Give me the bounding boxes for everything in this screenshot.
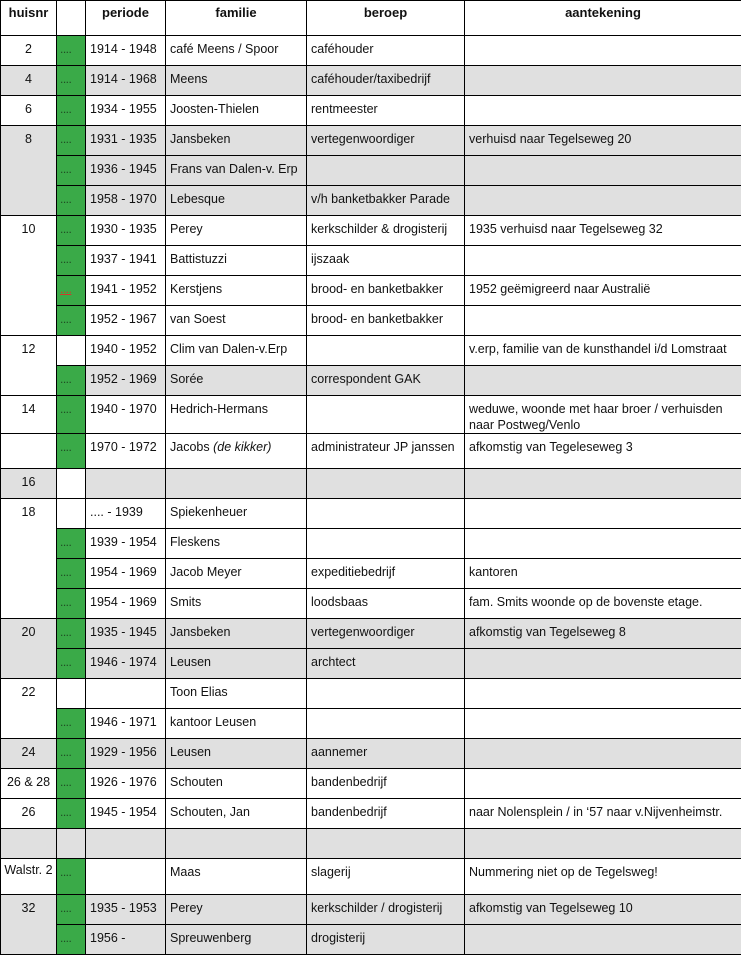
huisnr-cell: 12 <box>1 336 57 396</box>
beroep-cell: caféhouder <box>307 36 465 66</box>
periode-cell: 1930 - 1935 <box>86 216 166 246</box>
aantekening-cell <box>465 649 741 679</box>
table-row <box>1 529 741 559</box>
table-row <box>1 246 741 276</box>
status-mark-empty <box>57 469 86 499</box>
table-row <box>1 36 741 66</box>
huisnr-cell: 20 <box>1 619 57 679</box>
beroep-cell <box>307 529 465 559</box>
table-row <box>1 306 741 336</box>
familie-cell <box>166 469 307 499</box>
aantekening-cell: verhuisd naar Tegelseweg 20 <box>465 126 741 156</box>
familie-cell: Schouten, Jan <box>166 799 307 829</box>
familie-cell: van Soest <box>166 306 307 336</box>
status-mark: .... <box>57 559 86 589</box>
periode-cell: 1929 - 1956 <box>86 739 166 769</box>
periode-cell: 1940 - 1970 <box>86 396 166 434</box>
table-row <box>1 216 741 246</box>
aantekening-cell <box>465 529 741 559</box>
beroep-cell: vertegenwoordiger <box>307 619 465 649</box>
familie-cell: Schouten <box>166 769 307 799</box>
aantekening-cell <box>465 66 741 96</box>
header-mark <box>57 1 86 36</box>
table-row <box>1 336 741 366</box>
periode-cell: 1952 - 1967 <box>86 306 166 336</box>
beroep-cell: vertegenwoordiger <box>307 126 465 156</box>
huisnr-cell: 26 <box>1 799 57 829</box>
aantekening-cell: afkomstig van Tegelseweg 10 <box>465 895 741 925</box>
periode-cell: 1935 - 1945 <box>86 619 166 649</box>
header-familie: familie <box>166 1 307 36</box>
beroep-cell: slagerij <box>307 859 465 895</box>
beroep-cell: brood- en banketbakker <box>307 276 465 306</box>
status-mark: .... <box>57 925 86 955</box>
status-mark: .... <box>57 156 86 186</box>
familie-cell: Meens <box>166 66 307 96</box>
table-row <box>1 925 741 955</box>
status-mark-empty <box>57 499 86 529</box>
beroep-cell: aannemer <box>307 739 465 769</box>
beroep-cell: correspondent GAK <box>307 366 465 396</box>
huisnr-cell: 14 <box>1 396 57 434</box>
periode-cell: 1931 - 1935 <box>86 126 166 156</box>
periode-cell: 1954 - 1969 <box>86 589 166 619</box>
familie-cell: Frans van Dalen-v. Erp <box>166 156 307 186</box>
status-mark: .... <box>57 366 86 396</box>
beroep-cell: archtect <box>307 649 465 679</box>
periode-cell: 1937 - 1941 <box>86 246 166 276</box>
status-mark: .... <box>57 186 86 216</box>
periode-cell <box>86 469 166 499</box>
huisnr-cell: 16 <box>1 469 57 499</box>
familie-cell: Jacob Meyer <box>166 559 307 589</box>
familie-cell: Lebesque <box>166 186 307 216</box>
table-row <box>1 469 741 499</box>
familie-cell: Leusen <box>166 739 307 769</box>
header-beroep: beroep <box>307 1 465 36</box>
status-mark: .... <box>57 589 86 619</box>
periode-cell: 1970 - 1972 <box>86 434 166 469</box>
periode-cell: 1946 - 1971 <box>86 709 166 739</box>
familie-name: Jacobs <box>170 440 210 454</box>
beroep-cell <box>307 469 465 499</box>
table-row <box>1 276 741 306</box>
familie-cell <box>166 434 307 469</box>
periode-cell: 1946 - 1974 <box>86 649 166 679</box>
table-row <box>1 829 741 859</box>
huisnr-cell: 2 <box>1 36 57 66</box>
familie-cell: Spreuwenberg <box>166 925 307 955</box>
aantekening-cell <box>465 156 741 186</box>
beroep-cell: loodsbaas <box>307 589 465 619</box>
status-mark: .... <box>57 619 86 649</box>
status-mark: .... <box>57 859 86 895</box>
status-mark: .... <box>57 216 86 246</box>
familie-cell: Toon Elias <box>166 679 307 709</box>
status-mark: .... <box>57 36 86 66</box>
status-mark-empty <box>57 829 86 859</box>
beroep-cell: v/h banketbakker Parade <box>307 186 465 216</box>
periode-cell: 1952 - 1969 <box>86 366 166 396</box>
table-row <box>1 649 741 679</box>
huisnr-cell: 18 <box>1 499 57 619</box>
aantekening-cell <box>465 246 741 276</box>
familie-cell: Leusen <box>166 649 307 679</box>
aantekening-cell <box>465 186 741 216</box>
beroep-cell <box>307 679 465 709</box>
status-mark: .... <box>57 739 86 769</box>
status-mark: .... <box>57 246 86 276</box>
status-mark: .... <box>57 434 86 469</box>
periode-cell: 1936 - 1945 <box>86 156 166 186</box>
table-row <box>1 589 741 619</box>
huisnr-cell: 8 <box>1 126 57 216</box>
aantekening-cell <box>465 829 741 859</box>
huisnr-cell: 10 <box>1 216 57 336</box>
familie-cell: Hedrich-Hermans <box>166 396 307 434</box>
status-mark: .... <box>57 396 86 434</box>
aantekening-cell <box>465 709 741 739</box>
header-periode: periode <box>86 1 166 36</box>
status-mark: .... <box>57 96 86 126</box>
table-row <box>1 126 741 156</box>
table-row <box>1 739 741 769</box>
aantekening-cell <box>465 739 741 769</box>
familie-cell: Fleskens <box>166 529 307 559</box>
aantekening-cell: 1952 geëmigreerd naar Australië <box>465 276 741 306</box>
periode-cell: 1956 - <box>86 925 166 955</box>
periode-cell <box>86 829 166 859</box>
table-row <box>1 499 741 529</box>
familie-cell: café Meens / Spoor <box>166 36 307 66</box>
familie-cell: Battistuzzi <box>166 246 307 276</box>
header-huisnr: huisnr <box>1 1 57 36</box>
aantekening-cell <box>465 366 741 396</box>
huisnr-cell: 26 & 28 <box>1 769 57 799</box>
status-mark: .... <box>57 769 86 799</box>
beroep-cell: expeditiebedrijf <box>307 559 465 589</box>
table-row <box>1 799 741 829</box>
status-mark: .... <box>57 709 86 739</box>
status-mark-text: .... <box>60 282 71 296</box>
huisnr-cell: 32 <box>1 895 57 955</box>
status-mark-empty <box>57 336 86 366</box>
status-mark: .... <box>57 306 86 336</box>
beroep-cell <box>307 156 465 186</box>
periode-cell: 1935 - 1953 <box>86 895 166 925</box>
table-row <box>1 709 741 739</box>
table-row <box>1 559 741 589</box>
aantekening-cell: v.erp, familie van de kunsthandel i/d Lomstraat <box>465 336 741 366</box>
table-row <box>1 96 741 126</box>
familie-cell <box>166 829 307 859</box>
beroep-cell: rentmeester <box>307 96 465 126</box>
aantekening-cell <box>465 36 741 66</box>
huisnr-cell: 6 <box>1 96 57 126</box>
beroep-cell <box>307 396 465 434</box>
aantekening-cell <box>465 96 741 126</box>
aantekening-cell: kantoren <box>465 559 741 589</box>
periode-cell: 1939 - 1954 <box>86 529 166 559</box>
aantekening-cell: Nummering niet op de Tegelsweg! <box>465 859 741 895</box>
aantekening-cell: afkomstig van Tegeleseweg 3 <box>465 434 741 469</box>
aantekening-cell <box>465 306 741 336</box>
aantekening-cell: naar Nolensplein / in ‘57 naar v.Nijvenheimstr. <box>465 799 741 829</box>
beroep-cell: ijszaak <box>307 246 465 276</box>
familie-cell: Sorée <box>166 366 307 396</box>
aantekening-cell: weduwe, woonde met haar broer / verhuisden naar Postweg/Venlo <box>465 396 741 434</box>
periode-cell <box>86 679 166 709</box>
huisnr-cell: Walstr. 2 <box>1 859 57 895</box>
familie-cell: Smits <box>166 589 307 619</box>
periode-cell: .... - 1939 <box>86 499 166 529</box>
beroep-cell: kerkschilder & drogisterij <box>307 216 465 246</box>
table-row <box>1 769 741 799</box>
table-row <box>1 434 741 469</box>
table-row <box>1 619 741 649</box>
table-row <box>1 396 741 434</box>
periode-cell: 1958 - 1970 <box>86 186 166 216</box>
aantekening-cell <box>465 679 741 709</box>
familie-cell: Spiekenheuer <box>166 499 307 529</box>
aantekening-cell: afkomstig van Tegelseweg 8 <box>465 619 741 649</box>
status-mark: .... <box>57 126 86 156</box>
table-row <box>1 366 741 396</box>
familie-cell: kantoor Leusen <box>166 709 307 739</box>
periode-cell: 1941 - 1952 <box>86 276 166 306</box>
aantekening-cell <box>465 925 741 955</box>
beroep-cell <box>307 709 465 739</box>
table-row <box>1 859 741 895</box>
periode-cell: 1914 - 1968 <box>86 66 166 96</box>
beroep-cell: bandenbedrijf <box>307 769 465 799</box>
table-row <box>1 156 741 186</box>
beroep-cell: drogisterij <box>307 925 465 955</box>
familie-cell: Jansbeken <box>166 619 307 649</box>
aantekening-cell <box>465 469 741 499</box>
status-mark: .... <box>57 529 86 559</box>
status-mark-empty <box>57 679 86 709</box>
familie-cell: Joosten-Thielen <box>166 96 307 126</box>
periode-cell: 1945 - 1954 <box>86 799 166 829</box>
huisnr-cell: 24 <box>1 739 57 769</box>
status-mark: .... <box>57 66 86 96</box>
status-mark: .... <box>57 799 86 829</box>
huisnr-cell <box>1 829 57 859</box>
periode-cell: 1926 - 1976 <box>86 769 166 799</box>
beroep-cell <box>307 499 465 529</box>
periode-cell: 1940 - 1952 <box>86 336 166 366</box>
familie-cell: Maas <box>166 859 307 895</box>
aantekening-cell <box>465 769 741 799</box>
beroep-cell: brood- en banketbakker <box>307 306 465 336</box>
periode-cell: 1914 - 1948 <box>86 36 166 66</box>
periode-cell: 1954 - 1969 <box>86 559 166 589</box>
beroep-cell: administrateur JP janssen <box>307 434 465 469</box>
aantekening-cell: fam. Smits woonde op de bovenste etage. <box>465 589 741 619</box>
beroep-cell <box>307 336 465 366</box>
familie-cell: Kerstjens <box>166 276 307 306</box>
status-mark: .... <box>57 649 86 679</box>
status-mark <box>57 276 86 306</box>
beroep-cell: kerkschilder / drogisterij <box>307 895 465 925</box>
periode-cell <box>86 859 166 895</box>
status-mark: .... <box>57 895 86 925</box>
aantekening-cell: 1935 verhuisd naar Tegelseweg 32 <box>465 216 741 246</box>
huisnr-cell <box>1 434 57 469</box>
familie-cell: Perey <box>166 895 307 925</box>
beroep-cell <box>307 829 465 859</box>
beroep-cell: caféhouder/taxibedrijf <box>307 66 465 96</box>
aantekening-cell <box>465 499 741 529</box>
beroep-cell: bandenbedrijf <box>307 799 465 829</box>
table-row <box>1 186 741 216</box>
huisnr-cell: 4 <box>1 66 57 96</box>
periode-cell: 1934 - 1955 <box>86 96 166 126</box>
table-row <box>1 679 741 709</box>
familie-cell: Perey <box>166 216 307 246</box>
familie-note: (de kikker) <box>213 440 271 454</box>
header-aantekening: aantekening <box>465 1 741 36</box>
table-row <box>1 66 741 96</box>
familie-cell: Jansbeken <box>166 126 307 156</box>
table-row <box>1 895 741 925</box>
header-row <box>1 1 741 36</box>
familie-cell: Clim van Dalen-v.Erp <box>166 336 307 366</box>
huisnr-cell: 22 <box>1 679 57 739</box>
